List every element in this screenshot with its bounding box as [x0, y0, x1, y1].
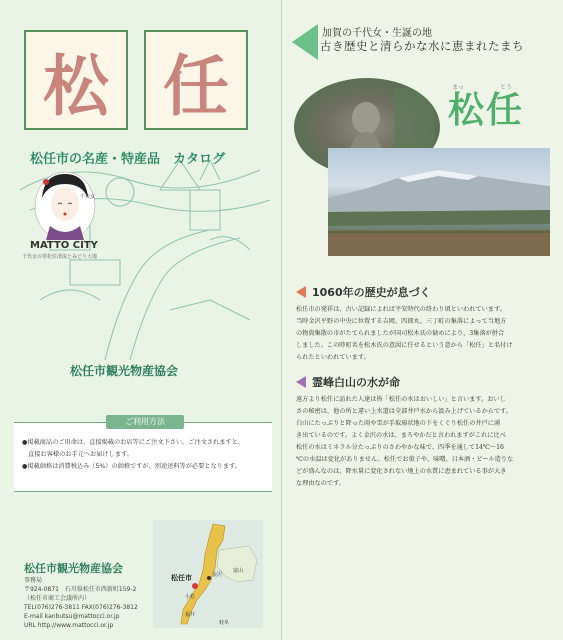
- usage-item: 直接お客様のお手元へお届けします。: [22, 451, 133, 458]
- map-label: 岐阜: [219, 620, 230, 626]
- section1-line: 松任市の発祥は、古い記録によれば平安時代の終わり頃といわれています。: [296, 306, 506, 313]
- section1-line: られたといわれています。: [296, 354, 370, 361]
- org-email[interactable]: E-mail kanbutsu@mattocci.or.jp: [24, 613, 120, 620]
- org-line: 事務局: [24, 577, 43, 584]
- brand-tagline: 千代女の里松任清流とみどり大地: [22, 254, 98, 260]
- location-map: [153, 520, 263, 628]
- subtitle-top: 加賀の千代女・生誕の地: [322, 28, 432, 39]
- title-ruby-ma: まっ: [452, 84, 465, 91]
- map-label: 小松: [185, 594, 196, 600]
- title-ruby-to: とう: [500, 84, 513, 91]
- map-label: 福井: [185, 612, 196, 618]
- section2-bullet-icon: [296, 376, 306, 388]
- kanji-matsu: 松: [43, 46, 109, 125]
- section2-heading: 霊峰白山の水が命: [312, 376, 400, 389]
- matto-title: 松任: [448, 89, 525, 131]
- section2-line: さの秘密は、他の所と違い上水道は全部井戸水から汲み上げているからです。: [296, 408, 513, 415]
- usage-item: ●掲載価格は消費税込み（5%）の価格ですが、別途送料等が必要となります。: [22, 463, 241, 470]
- section2-line: ℃の水温は変化がありません。松任でお菓子や、味噌、日本酒・ビール造りな: [296, 456, 514, 463]
- section1-line: の物資集散の市がたてられましたが国司松木氏の勧めにより、3集落が併合: [296, 330, 505, 337]
- kanji-box-matsu: [24, 30, 128, 130]
- usage-list: [14, 423, 272, 473]
- section2-line: 松任の水はミネラル分たっぷりのさわやかな味で、四季を通して14℃～16: [296, 444, 504, 451]
- org-contact: [24, 576, 138, 630]
- org-line: （松任市商工会議所内）: [24, 595, 91, 602]
- green-arrow-decoration: [290, 22, 320, 62]
- section2-line: どが盛んなのは、降水量に変化されない地上の水質に恵まれている事が大き: [296, 468, 507, 475]
- org-url[interactable]: URL http://www.mattocci.or.jp: [24, 622, 114, 629]
- usage-box: [14, 417, 272, 492]
- org-line: TEL(076)276-3811 FAX(076)276-3812: [24, 604, 138, 611]
- section2-line: き出ているのです。よく金沢の水は、まろやかだと言われますがこれに比べ: [296, 432, 506, 439]
- section2-line: な理由なのです。: [296, 480, 346, 487]
- kanji-box-to: [144, 30, 248, 130]
- section2-line: 遠方より松任に訪れた人達は皆「松任の水はおいしい」と言います。おいし: [296, 396, 506, 403]
- usage-heading: ご利用方法: [106, 415, 184, 429]
- section1-line: 当時金沢平野の中央に位置する吉岡、四郎丸、三丁町の集落によって当地方: [296, 318, 507, 325]
- map-label: 富山: [233, 568, 244, 574]
- org-line: 〒924-0871 石川県松任市西新町159-2: [24, 586, 137, 593]
- map-label: 松任市: [171, 574, 192, 582]
- section1-bullet-icon: [296, 286, 306, 298]
- brand-name: MATTO CITY: [30, 240, 98, 251]
- catalog-title: 松任市の名産・特産品 カタログ: [30, 152, 226, 167]
- svg-text:千代女: 千代女: [80, 194, 96, 200]
- usage-item: ●掲載商品のご用命は、直接掲載のお店等にご注文下さい。ご注文されますと、: [22, 439, 244, 446]
- section1-heading: 1060年の歴史が息づく: [312, 286, 431, 299]
- section1-body: [296, 304, 552, 364]
- section1-line: しました。この時町名を松木氏の意図に任せるという意から「松任」と名付け: [296, 342, 513, 349]
- subtitle-main: 古き歴史と清らかな水に恵まれたまち: [320, 39, 524, 53]
- org-name: 松任市観光物産協会: [24, 562, 123, 575]
- map-graphic: [153, 520, 263, 628]
- kanji-to: 任: [163, 46, 229, 125]
- association-title: 松任市観光物産協会: [70, 364, 179, 378]
- section2-line: 白山にたっぷりと降った雨や雪が手取扇状地の下をくぐり松任の井戸に湧: [296, 420, 501, 427]
- section2-body: [296, 394, 552, 490]
- map-label: 金沢: [212, 572, 223, 578]
- mountain-landscape-photo: [328, 148, 550, 256]
